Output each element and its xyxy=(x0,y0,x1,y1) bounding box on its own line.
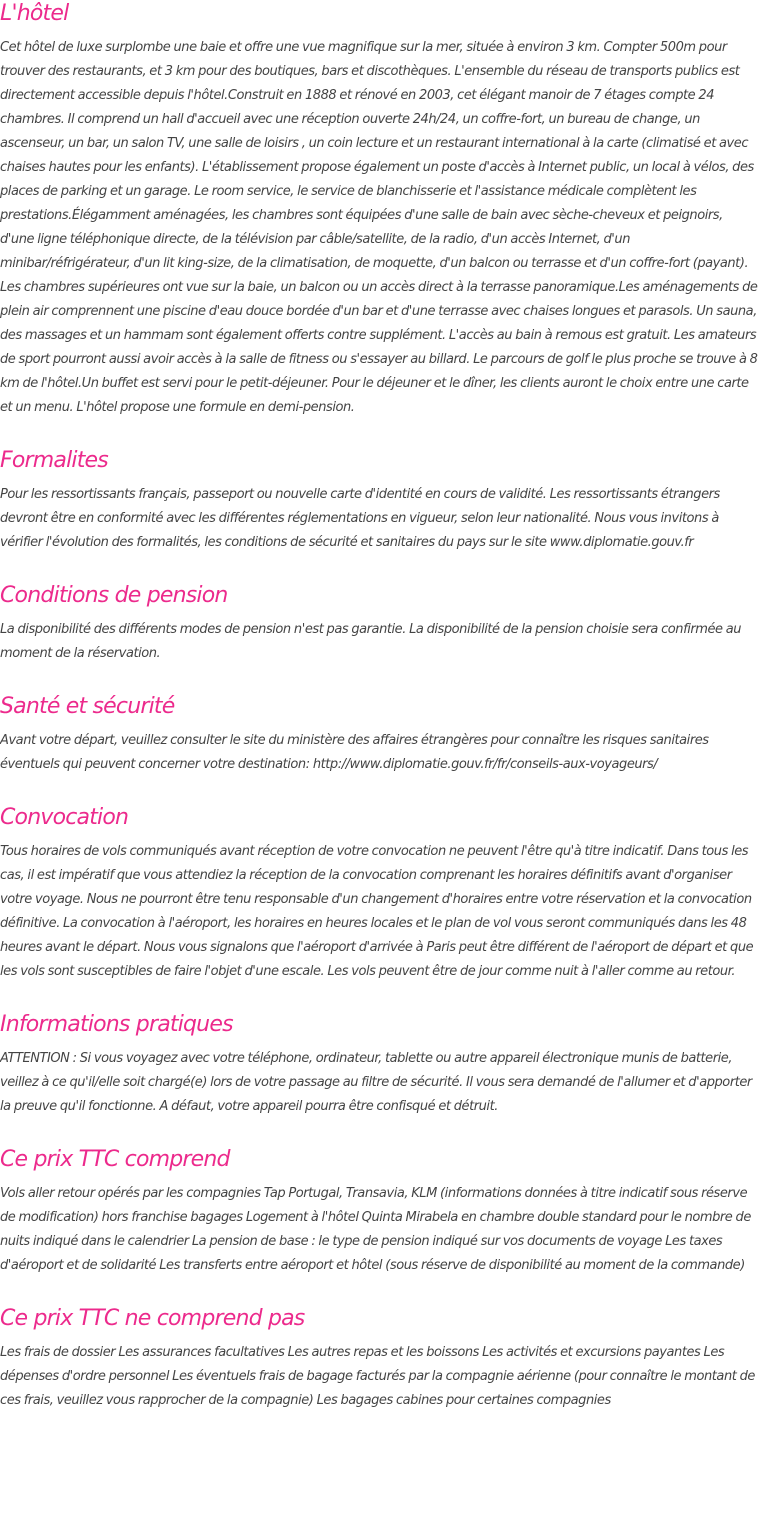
section-title-conditions-pension: Conditions de pension xyxy=(0,583,228,608)
section-gap xyxy=(0,1278,758,1305)
section-gap xyxy=(0,777,758,804)
section-text-formalites: Pour les ressortissants français, passeport ou nouvelle carte d'identité en cours de validité. Les ressortissants étrangers devront être en conformité avec les différentes réglementations en vigueur, selon leur nationalité. Nous vous invitons à vérifier l'évolution des formalités, les conditions de sécurité et sanitaires du pays sur le site www.diplomatie.gouv.fr xyxy=(0,487,720,550)
section-text-convocation: Tous horaires de vols communiqués avant réception de votre convocation ne peuvent l'être qu'à titre indicatif. Dans tous les cas, il est impératif que vous attendiez la réception de la convocation comprenant les horaires définitifs avant d'organiser votre voyage. Nous ne pourront être tenu responsable d'un changement d'horaires entre votre réservation et la convocation définitive. La convocation à l'aéroport, les horaires en heures locales et le plan de vol vous seront communiqués dans les 48 heures avant le départ. Nous vous signalons que l'aéroport d'arrivée à Paris peut être différent de l'aéroport de départ et que les vols sont susceptibles de faire l'objet d'une escale. Les vols peuvent être de jour comme nuit à l'aller comme au retour. xyxy=(0,844,754,979)
section-text-informations-pratiques: ATTENTION : Si vous voyagez avec votre téléphone, ordinateur, tablette ou autre appareil électronique munis de batterie, veillez à ce qu'il/elle soit chargé(e) lors de votre passage au filtre de sécurité. Il vous sera demandé de l'allumer et d'apporter la preuve qu'il fonctionne. A défaut, votre appareil pourra être confisqué et détruit. xyxy=(0,1051,752,1114)
section-informations-pratiques xyxy=(0,1011,758,1119)
section-text-prix-ne-comprend-pas: Les frais de dossier Les assurances facultatives Les autres repas et les boissons Les activités et excursions payantes Les dépenses d'ordre personnel Les éventuels frais de bagage facturés par la compagnie aérienne (pour connaître le montant de ces frais, veuillez vous rapprocher de la compagnie) Les bagages cabines pour certaines compagnies xyxy=(0,1345,755,1408)
section-formalites xyxy=(0,447,758,555)
section-gap xyxy=(0,984,758,1011)
section-title-formalites: Formalites xyxy=(0,448,108,473)
section-gap xyxy=(0,555,758,582)
section-title-sante-securite: Santé et sécurité xyxy=(0,694,175,719)
section-title-hotel: L'hôtel xyxy=(0,1,69,26)
section-conditions-pension xyxy=(0,582,758,666)
section-text-sante-securite: Avant votre départ, veuillez consulter le site du ministère des affaires étrangères pour connaître les risques sanitaires éventuels qui peuvent concerner votre destination: http://www.diplomatie.gouv.fr/fr/conseils-aux-voyageurs/ xyxy=(0,733,709,772)
section-title-informations-pratiques: Informations pratiques xyxy=(0,1012,233,1037)
section-prix-comprend xyxy=(0,1146,758,1278)
section-title-prix-comprend: Ce prix TTC comprend xyxy=(0,1147,230,1172)
section-text-hotel: Cet hôtel de luxe surplombe une baie et offre une vue magnifique sur la mer, située à environ 3 km. Compter 500m pour trouver des restaurants, et 3 km pour des boutiques, bars et discothèques. L'ensemble du réseau de transports publics est directement accessible depuis l'hôtel.Construit en 1888 et rénové en 2003, cet élégant manoir de 7 étages compte 24 chambres. Il comprend un hall d'accueil avec une réception ouverte 24h/24, un coffre-fort, un bureau de change, un ascenseur, un bar, un salon TV, une salle de loisirs , un coin lecture et un restaurant international à la carte (climatisé et avec chaises hautes pour les enfants). L'établissement propose également un poste d'accès à Internet public, un local à vélos, des places de parking et un garage. Le room service, le service de blanchisserie et l'assistance médicale complètent les prestations.Élégamment aménagées, les chambres sont équipées d'une salle de bain avec sèche-cheveux et peignoirs, d'une ligne téléphonique directe, de la télévision par câble/satellite, de la radio, d'un accès Internet, d'un minibar/réfrigérateur, d'un lit king-size, de la climatisation, de moquette, d'un balcon ou terrasse et d'un coffre-fort (payant). Les chambres supérieures ont vue sur la baie, un balcon ou un accès direct à la terrasse panoramique.Les aménagements de plein air comprennent une piscine d'eau douce bordée d'un bar et d'une terrasse avec chaises longues et parasols. Un sauna, des massages et un hammam sont également offerts contre supplément. L'accès au bain à remous est gratuit. Les amateurs de sport pourront aussi avoir accès à la salle de fitness ou s'essayer au billard. Le parcours de golf le plus proche se trouve à 8 km de l'hôtel.Un buffet est servi pour le petit-déjeuner. Pour le déjeuner et le dîner, les clients auront le choix entre une carte et un menu. L'hôtel propose une formule en demi-pension. xyxy=(0,40,758,415)
section-gap xyxy=(0,1119,758,1146)
section-gap xyxy=(0,666,758,693)
section-hotel xyxy=(0,0,758,420)
section-text-conditions-pension: La disponibilité des différents modes de pension n'est pas garantie. La disponibilité de la pension choisie sera confirmée au moment de la réservation. xyxy=(0,622,742,661)
section-title-prix-ne-comprend-pas: Ce prix TTC ne comprend pas xyxy=(0,1306,305,1331)
section-sante-securite xyxy=(0,693,758,777)
section-text-prix-comprend: Vols aller retour opérés par les compagnies Tap Portugal, Transavia, KLM (informations données à titre indicatif sous réserve de modification) hors franchise bagages Logement à l'hôtel Quinta Mirabela en chambre double standard pour le nombre de nuits indiqué dans le calendrier La pension de base : le type de pension indiqué sur vos documents de voyage Les taxes d'aéroport et de solidarité Les transferts entre aéroport et hôtel (sous réserve de disponibilité au moment de la commande) xyxy=(0,1186,751,1273)
section-convocation xyxy=(0,804,758,984)
section-gap xyxy=(0,420,758,447)
section-prix-ne-comprend-pas xyxy=(0,1305,758,1413)
section-title-convocation: Convocation xyxy=(0,805,129,830)
